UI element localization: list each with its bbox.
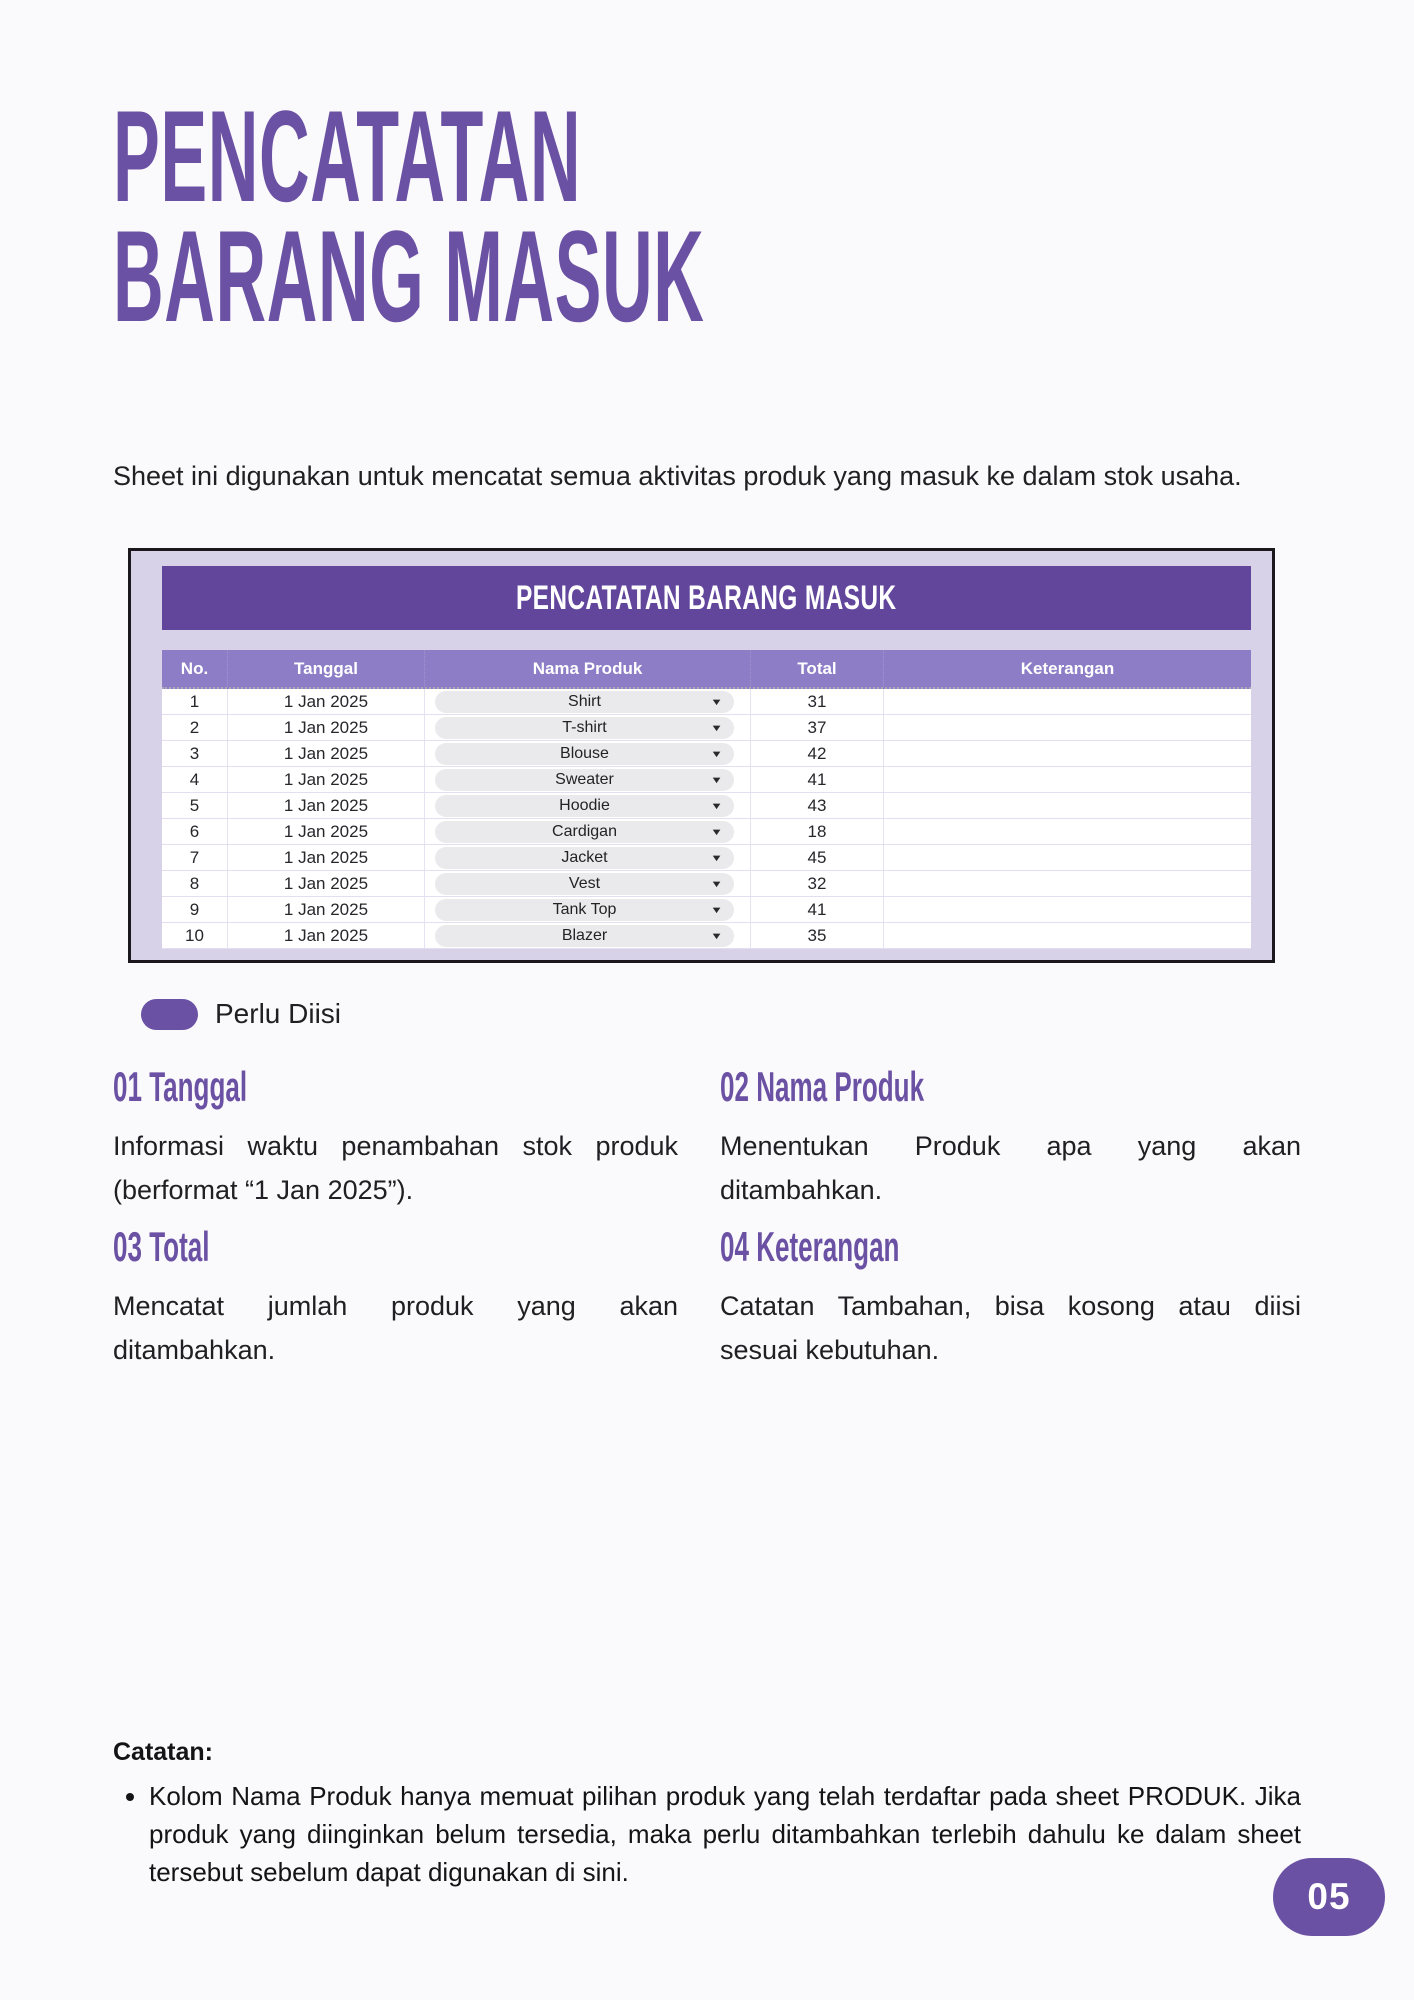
chevron-down-icon: ▼ xyxy=(710,774,723,785)
chevron-down-icon: ▼ xyxy=(710,696,723,707)
product-dropdown-value: Blouse xyxy=(560,744,609,762)
cell-nama-produk xyxy=(425,715,751,740)
sheet-title: PENCATATAN BARANG MASUK xyxy=(516,578,897,617)
product-dropdown[interactable] xyxy=(435,925,734,947)
notes-heading: Catatan: xyxy=(113,1738,214,1766)
section-total xyxy=(113,1224,678,1372)
cell-total: 42 xyxy=(751,741,884,766)
cell-nama-produk xyxy=(425,923,751,948)
cell-total: 45 xyxy=(751,845,884,870)
cell-tanggal: 1 Jan 2025 xyxy=(228,689,425,714)
cell-keterangan xyxy=(884,871,1251,896)
cell-nama-produk xyxy=(425,845,751,870)
product-dropdown[interactable] xyxy=(435,847,734,869)
cell-tanggal: 1 Jan 2025 xyxy=(228,897,425,922)
cell-no: 8 xyxy=(162,871,228,896)
field-explanations xyxy=(113,1064,1301,1372)
table-row xyxy=(162,871,1251,897)
cell-tanggal: 1 Jan 2025 xyxy=(228,741,425,766)
intro-paragraph: Sheet ini digunakan untuk mencatat semua aktivitas produk yang masuk ke dalam stok usaha. xyxy=(113,461,1242,491)
chevron-down-icon: ▼ xyxy=(710,826,723,837)
notes-list xyxy=(113,1777,1301,1891)
column-header-tanggal: Tanggal xyxy=(228,650,425,687)
sheet-title-bar xyxy=(162,566,1251,630)
table-row xyxy=(162,793,1251,819)
section-tanggal-title: 01 Tanggal xyxy=(113,1063,248,1110)
cell-no: 9 xyxy=(162,897,228,922)
product-dropdown-value: Hoodie xyxy=(559,796,610,814)
cell-total: 41 xyxy=(751,767,884,792)
section-keterangan-title: 04 Keterangan xyxy=(720,1223,900,1270)
section-total-body: Mencatat jumlah produk yang akan ditambahkan. xyxy=(113,1291,678,1365)
cell-total: 43 xyxy=(751,793,884,818)
chevron-down-icon: ▼ xyxy=(710,904,723,915)
column-header-no: No. xyxy=(162,650,228,687)
product-dropdown-value: T-shirt xyxy=(562,718,607,736)
cell-total: 31 xyxy=(751,689,884,714)
cell-keterangan xyxy=(884,923,1251,948)
cell-keterangan xyxy=(884,767,1251,792)
cell-no: 10 xyxy=(162,923,228,948)
product-dropdown-value: Jacket xyxy=(561,848,608,866)
sheet-rows xyxy=(162,689,1251,949)
legend-label: Perlu Diisi xyxy=(215,998,342,1029)
product-dropdown[interactable] xyxy=(435,717,734,739)
page-number-badge: 05 xyxy=(1273,1858,1385,1936)
cell-no: 1 xyxy=(162,689,228,714)
cell-no: 7 xyxy=(162,845,228,870)
product-dropdown-value: Shirt xyxy=(568,692,601,710)
cell-tanggal: 1 Jan 2025 xyxy=(228,819,425,844)
cell-no: 3 xyxy=(162,741,228,766)
table-row xyxy=(162,819,1251,845)
cell-total: 37 xyxy=(751,715,884,740)
cell-nama-produk xyxy=(425,897,751,922)
section-tanggal-body: Informasi waktu penambahan stok produk (berformat “1 Jan 2025”). xyxy=(113,1131,678,1205)
section-nama-produk xyxy=(720,1064,1301,1212)
section-nama-produk-body: Menentukan Produk apa yang akan ditambahkan. xyxy=(720,1131,1301,1205)
chevron-down-icon: ▼ xyxy=(710,930,723,941)
cell-tanggal: 1 Jan 2025 xyxy=(228,793,425,818)
section-keterangan xyxy=(720,1224,1301,1372)
table-row xyxy=(162,897,1251,923)
legend-pill-icon xyxy=(141,999,198,1030)
page-title-line-1: PENCATATAN xyxy=(113,83,582,229)
cell-total: 41 xyxy=(751,897,884,922)
cell-total: 35 xyxy=(751,923,884,948)
product-dropdown[interactable] xyxy=(435,743,734,765)
spreadsheet-screenshot xyxy=(128,548,1275,963)
product-dropdown[interactable] xyxy=(435,769,734,791)
cell-keterangan xyxy=(884,741,1251,766)
section-keterangan-body: Catatan Tambahan, bisa kosong atau diisi sesuai kebutuhan. xyxy=(720,1291,1301,1365)
cell-keterangan xyxy=(884,819,1251,844)
cell-nama-produk xyxy=(425,767,751,792)
cell-nama-produk xyxy=(425,871,751,896)
cell-no: 6 xyxy=(162,819,228,844)
table-row xyxy=(162,767,1251,793)
chevron-down-icon: ▼ xyxy=(710,722,723,733)
cell-tanggal: 1 Jan 2025 xyxy=(228,767,425,792)
product-dropdown-value: Tank Top xyxy=(552,900,617,918)
cell-tanggal: 1 Jan 2025 xyxy=(228,923,425,948)
cell-nama-produk xyxy=(425,689,751,714)
table-row xyxy=(162,689,1251,715)
cell-nama-produk xyxy=(425,819,751,844)
product-dropdown[interactable] xyxy=(435,873,734,895)
cell-total: 18 xyxy=(751,819,884,844)
notes xyxy=(113,1738,1301,1891)
cell-keterangan xyxy=(884,897,1251,922)
product-dropdown[interactable] xyxy=(435,821,734,843)
cell-keterangan xyxy=(884,715,1251,740)
cell-keterangan xyxy=(884,689,1251,714)
page-title-line-2: BARANG MASUK xyxy=(113,203,705,349)
cell-nama-produk xyxy=(425,741,751,766)
column-header-nama-produk: Nama Produk xyxy=(425,650,751,687)
product-dropdown[interactable] xyxy=(435,691,734,713)
product-dropdown-value: Vest xyxy=(568,874,601,892)
table-row xyxy=(162,923,1251,949)
section-nama-produk-title: 02 Nama Produk xyxy=(720,1063,925,1110)
cell-tanggal: 1 Jan 2025 xyxy=(228,871,425,896)
chevron-down-icon: ▼ xyxy=(710,852,723,863)
cell-no: 4 xyxy=(162,767,228,792)
product-dropdown-value: Cardigan xyxy=(552,822,617,840)
section-total-title: 03 Total xyxy=(113,1223,210,1270)
cell-tanggal: 1 Jan 2025 xyxy=(228,845,425,870)
sheet-header-row xyxy=(162,650,1251,689)
table-row xyxy=(162,741,1251,767)
product-dropdown[interactable] xyxy=(435,899,734,921)
cell-keterangan xyxy=(884,793,1251,818)
product-dropdown-value: Sweater xyxy=(555,770,614,788)
column-header-keterangan: Keterangan xyxy=(1020,658,1115,678)
column-header-total: Total xyxy=(751,650,884,687)
cell-no: 2 xyxy=(162,715,228,740)
notes-bullet: • Kolom Nama Produk hanya memuat pilihan produk yang telah terdaftar pada sheet PRODUK. Jika produk yang diinginkan belum tersedia, maka perlu ditambahkan terlebih dahulu ke dalam sheet tersebut sebelum dapat digunakan di sini. xyxy=(149,1777,1301,1891)
cell-total: 32 xyxy=(751,871,884,896)
cell-no: 5 xyxy=(162,793,228,818)
cell-tanggal: 1 Jan 2025 xyxy=(228,715,425,740)
chevron-down-icon: ▼ xyxy=(710,878,723,889)
product-dropdown-value: Blazer xyxy=(561,926,608,944)
cell-keterangan xyxy=(884,845,1251,870)
product-dropdown[interactable] xyxy=(435,795,734,817)
table-row xyxy=(162,845,1251,871)
chevron-down-icon: ▼ xyxy=(710,800,723,811)
chevron-down-icon: ▼ xyxy=(710,748,723,759)
table-row xyxy=(162,715,1251,741)
page-title xyxy=(113,83,1208,349)
legend xyxy=(141,998,341,1030)
cell-nama-produk xyxy=(425,793,751,818)
section-tanggal xyxy=(113,1064,678,1212)
